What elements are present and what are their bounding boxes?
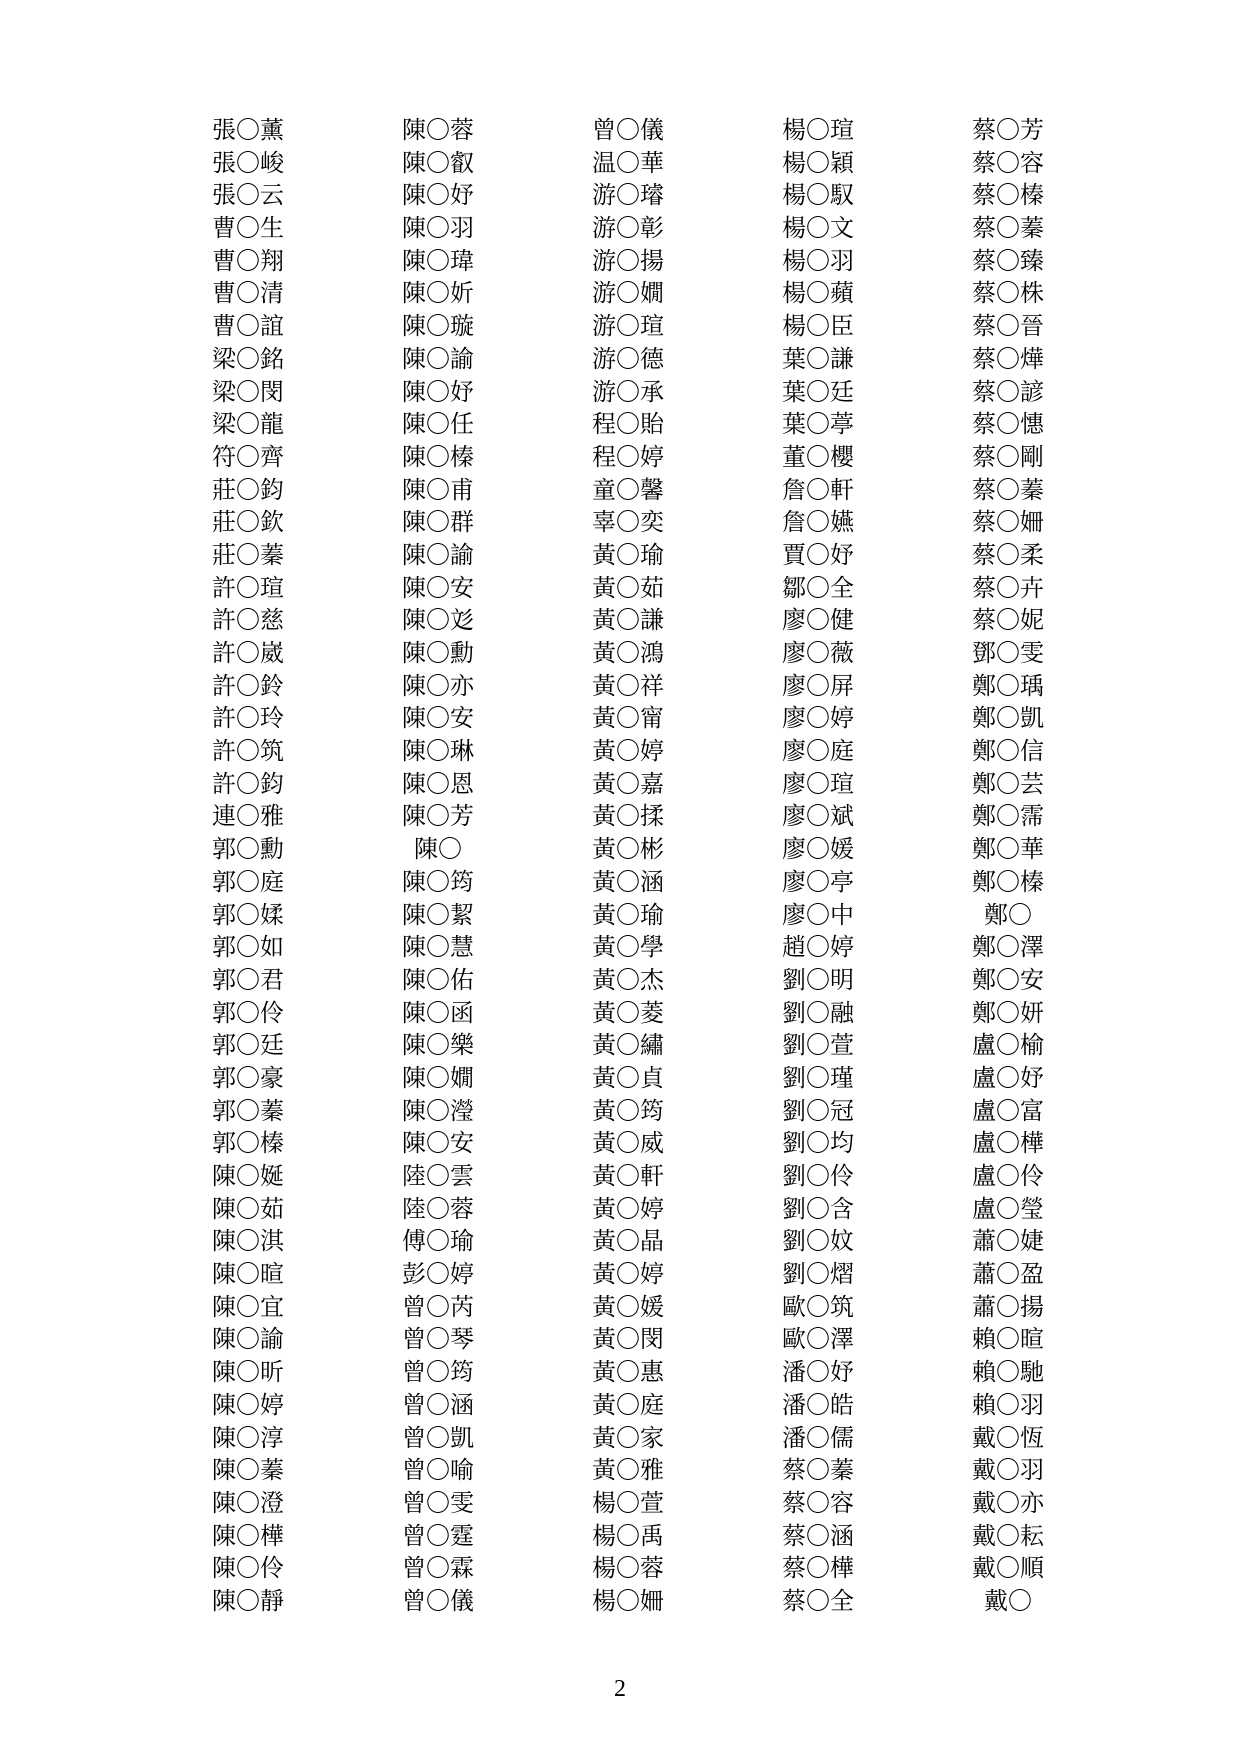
- name-entry: 陳〇伶: [212, 1554, 284, 1583]
- name-entry: 盧〇伶: [972, 1162, 1044, 1190]
- name-entry: 陳〇諭: [402, 540, 474, 569]
- name-entry: 黃〇惠: [592, 1358, 664, 1387]
- name-entry: 蔡〇諺: [972, 377, 1044, 406]
- name-entry: 歐〇澤: [782, 1325, 854, 1354]
- name-entry: 黃〇家: [592, 1423, 664, 1452]
- name-entry: 劉〇明: [782, 965, 854, 994]
- name-entry: 游〇彰: [592, 214, 664, 243]
- name-entry: 黃〇祥: [592, 671, 664, 700]
- name-entry: 蔡〇剛: [972, 442, 1044, 471]
- name-entry: 曾〇涵: [402, 1390, 474, 1419]
- name-entry: 游〇嫺: [592, 279, 664, 308]
- name-entry: 黃〇嘉: [592, 769, 664, 798]
- name-entry: 曾〇琴: [402, 1325, 474, 1354]
- name-entry: 陳〇淇: [212, 1227, 284, 1256]
- name-entry: 游〇揚: [592, 246, 664, 275]
- name-entry: 賴〇馳: [972, 1358, 1044, 1387]
- name-entry: 黃〇筠: [592, 1096, 664, 1125]
- name-entry: 蕭〇揚: [972, 1292, 1044, 1321]
- name-entry: 張〇薰: [212, 116, 284, 144]
- name-entry: 楊〇瑄: [782, 116, 854, 144]
- name-entry: 陳〇宜: [212, 1292, 284, 1321]
- name-entry: 蔡〇燁: [972, 344, 1044, 373]
- name-entry: 陳〇婷: [212, 1390, 284, 1419]
- name-entry: 黃〇揉: [592, 802, 664, 831]
- name-entry: 陳〇羽: [402, 214, 474, 243]
- name-entry: 盧〇富: [972, 1096, 1044, 1125]
- name-entry: 陳〇芳: [402, 802, 474, 831]
- name-entry: 陳〇昕: [212, 1358, 284, 1387]
- name-entry: 莊〇欽: [212, 508, 284, 537]
- name-entry: 鄧〇雯: [972, 639, 1044, 667]
- name-entry: 郭〇君: [212, 965, 284, 994]
- name-entry: 盧〇榆: [972, 1031, 1044, 1060]
- name-entry: 黃〇彬: [592, 835, 664, 864]
- name-entry: 曹〇翔: [212, 246, 284, 275]
- name-entry: 郭〇蓁: [212, 1096, 284, 1125]
- name-entry: 郭〇伶: [212, 998, 284, 1027]
- name-entry: 梁〇銘: [212, 344, 284, 373]
- name-entry: 黃〇媛: [592, 1292, 664, 1321]
- name-entry: 盧〇瑩: [972, 1194, 1044, 1223]
- name-entry: 蔡〇妮: [972, 606, 1044, 635]
- name-entry: 張〇云: [212, 181, 284, 210]
- name-entry: 陳〇茹: [212, 1194, 284, 1223]
- name-entry: 黃〇謙: [592, 606, 664, 635]
- name-entry: 劉〇伶: [782, 1162, 854, 1190]
- name-entry: 劉〇瑾: [782, 1063, 854, 1092]
- name-entry: 黃〇杰: [592, 965, 664, 994]
- name-entry: 廖〇瑄: [782, 769, 854, 798]
- name-entry: 楊〇臣: [782, 312, 854, 341]
- name-entry: 廖〇婷: [782, 704, 854, 733]
- name-entry: 莊〇鈞: [212, 475, 284, 504]
- name-entry: 陳〇: [414, 835, 462, 864]
- name-entry: 陳〇瀅: [402, 1096, 474, 1125]
- name-entry: 游〇承: [592, 377, 664, 406]
- name-entry: 楊〇禹: [592, 1521, 664, 1550]
- name-entry: 蔡〇蓁: [972, 214, 1044, 243]
- name-entry: 曹〇生: [212, 214, 284, 243]
- name-entry: 黃〇婷: [592, 1194, 664, 1223]
- name-entry: 楊〇萱: [592, 1488, 664, 1517]
- name-entry: 陳〇諭: [212, 1325, 284, 1354]
- name-entry: 黃〇閔: [592, 1325, 664, 1354]
- name-entry: 盧〇樺: [972, 1129, 1044, 1158]
- name-entry: 楊〇穎: [782, 148, 854, 177]
- name-entry: 曾〇喻: [402, 1456, 474, 1485]
- name-entry: 陸〇蓉: [402, 1194, 474, 1223]
- name-entry: 許〇筑: [212, 737, 284, 766]
- name-entry: 黃〇繡: [592, 1031, 664, 1060]
- name-entry: 陳〇彣: [402, 606, 474, 635]
- name-entry: 戴〇: [984, 1586, 1032, 1615]
- page-number: 2: [614, 1676, 626, 1702]
- name-entry: 蕭〇婕: [972, 1227, 1044, 1256]
- name-entry: 陳〇靜: [212, 1586, 284, 1615]
- name-entry: 陳〇函: [402, 998, 474, 1027]
- name-entry: 蔡〇蓁: [972, 475, 1044, 504]
- name-entry: 曾〇筠: [402, 1358, 474, 1387]
- name-entry: 鄭〇凱: [972, 704, 1044, 733]
- name-entry: 黃〇婷: [592, 737, 664, 766]
- name-entry: 黃〇茹: [592, 573, 664, 602]
- name-entry: 潘〇妤: [782, 1358, 854, 1387]
- name-entry: 符〇齊: [212, 442, 284, 471]
- name-entry: 許〇玲: [212, 704, 284, 733]
- name-entry: 郭〇庭: [212, 867, 284, 896]
- name-entry: 陳〇蓉: [402, 116, 474, 144]
- name-entry: 陳〇諭: [402, 344, 474, 373]
- name-entry: 劉〇融: [782, 998, 854, 1027]
- name-entry: 蔡〇容: [782, 1488, 854, 1517]
- name-entry: 鄭〇澤: [972, 933, 1044, 962]
- name-entry: 戴〇羽: [972, 1456, 1044, 1485]
- name-entry: 童〇馨: [592, 475, 664, 504]
- name-entry: 廖〇薇: [782, 639, 854, 667]
- name-entry: 曾〇儀: [402, 1586, 474, 1615]
- name-entry: 陳〇暄: [212, 1260, 284, 1289]
- name-entry: 曾〇霖: [402, 1554, 474, 1583]
- name-entry: 陳〇甫: [402, 475, 474, 504]
- name-entry: 陳〇嫺: [402, 1063, 474, 1092]
- name-entry: 陳〇榛: [402, 442, 474, 471]
- name-entry: 鄭〇華: [972, 835, 1044, 864]
- name-entry: 楊〇蘋: [782, 279, 854, 308]
- name-entry: 葉〇葶: [782, 410, 854, 439]
- name-entry: 蔡〇姍: [972, 508, 1044, 537]
- name-entry: 楊〇文: [782, 214, 854, 243]
- name-entry: 廖〇斌: [782, 802, 854, 831]
- name-entry: 戴〇亦: [972, 1488, 1044, 1517]
- name-entry: 陳〇娫: [212, 1162, 284, 1190]
- name-entry: 蔡〇樺: [782, 1554, 854, 1583]
- name-entry: 葉〇廷: [782, 377, 854, 406]
- name-entry: 黃〇瑜: [592, 540, 664, 569]
- name-entry: 陳〇琳: [402, 737, 474, 766]
- name-entry: 詹〇軒: [782, 475, 854, 504]
- name-entry: 鄒〇全: [782, 573, 854, 602]
- name-entry: 黃〇貞: [592, 1063, 664, 1092]
- name-entry: 黃〇庭: [592, 1390, 664, 1419]
- name-entry: 梁〇龍: [212, 410, 284, 439]
- name-entry: 曾〇凱: [402, 1423, 474, 1452]
- name-entry: 賴〇暄: [972, 1325, 1044, 1354]
- name-list-grid: [200, 114, 1150, 1618]
- name-entry: 游〇璿: [592, 181, 664, 210]
- name-entry: 鄭〇信: [972, 737, 1044, 766]
- name-entry: 陳〇安: [402, 704, 474, 733]
- name-entry: 陳〇亦: [402, 671, 474, 700]
- name-entry: 陳〇妤: [402, 181, 474, 210]
- name-entry: 黃〇瑜: [592, 900, 664, 929]
- name-entry: 蔡〇晉: [972, 312, 1044, 341]
- name-entry: 郭〇廷: [212, 1031, 284, 1060]
- name-entry: 曾〇霆: [402, 1521, 474, 1550]
- name-entry: 陳〇樺: [212, 1521, 284, 1550]
- name-entry: 許〇鈞: [212, 769, 284, 798]
- name-entry: 温〇華: [592, 148, 664, 177]
- name-entry: 游〇瑄: [592, 312, 664, 341]
- name-entry: 郭〇豪: [212, 1063, 284, 1092]
- name-entry: 詹〇嬿: [782, 508, 854, 537]
- name-entry: 陳〇安: [402, 573, 474, 602]
- name-entry: 楊〇姍: [592, 1586, 664, 1615]
- name-entry: 黃〇甯: [592, 704, 664, 733]
- name-entry: 陳〇群: [402, 508, 474, 537]
- name-entry: 蕭〇盈: [972, 1260, 1044, 1289]
- name-entry: 陳〇勳: [402, 639, 474, 667]
- name-entry: 游〇德: [592, 344, 664, 373]
- name-entry: 盧〇妤: [972, 1063, 1044, 1092]
- name-entry: 歐〇筑: [782, 1292, 854, 1321]
- name-entry: 陳〇佑: [402, 965, 474, 994]
- name-entry: 陳〇安: [402, 1129, 474, 1158]
- name-entry: 程〇婷: [592, 442, 664, 471]
- name-entry: 陳〇妡: [402, 279, 474, 308]
- name-entry: 蔡〇榛: [972, 181, 1044, 210]
- name-entry: 劉〇冠: [782, 1096, 854, 1125]
- name-entry: 廖〇亭: [782, 867, 854, 896]
- name-entry: 陳〇妤: [402, 377, 474, 406]
- name-entry: 鄭〇妍: [972, 998, 1044, 1027]
- name-entry: 劉〇含: [782, 1194, 854, 1223]
- name-entry: 陳〇恩: [402, 769, 474, 798]
- name-entry: 黃〇威: [592, 1129, 664, 1158]
- name-entry: 廖〇媛: [782, 835, 854, 864]
- name-entry: 陳〇璇: [402, 312, 474, 341]
- name-entry: 郭〇榛: [212, 1129, 284, 1158]
- name-entry: 劉〇萱: [782, 1031, 854, 1060]
- name-entry: 許〇瑄: [212, 573, 284, 602]
- name-entry: 黃〇婷: [592, 1260, 664, 1289]
- name-entry: 潘〇皓: [782, 1390, 854, 1419]
- name-entry: 曾〇儀: [592, 116, 664, 144]
- name-entry: 陳〇蓁: [212, 1456, 284, 1485]
- name-entry: 廖〇庭: [782, 737, 854, 766]
- name-entry: 董〇櫻: [782, 442, 854, 471]
- name-entry: 廖〇屏: [782, 671, 854, 700]
- name-entry: 黃〇鴻: [592, 639, 664, 667]
- name-entry: 蔡〇全: [782, 1586, 854, 1615]
- name-entry: 潘〇儒: [782, 1423, 854, 1452]
- name-entry: 劉〇妏: [782, 1227, 854, 1256]
- name-entry: 黃〇雅: [592, 1456, 664, 1485]
- name-entry: 鄭〇瑀: [972, 671, 1044, 700]
- name-entry: 楊〇蓉: [592, 1554, 664, 1583]
- name-entry: 戴〇耘: [972, 1521, 1044, 1550]
- name-entry: 張〇峻: [212, 148, 284, 177]
- name-entry: 趙〇婷: [782, 933, 854, 962]
- name-entry: 陳〇絜: [402, 900, 474, 929]
- name-entry: 廖〇健: [782, 606, 854, 635]
- name-entry: 陳〇瑋: [402, 246, 474, 275]
- name-entry: 黃〇晶: [592, 1227, 664, 1256]
- name-entry: 葉〇謙: [782, 344, 854, 373]
- name-entry: 賴〇羽: [972, 1390, 1044, 1419]
- name-entry: 陳〇慧: [402, 933, 474, 962]
- name-entry: 戴〇順: [972, 1554, 1044, 1583]
- name-entry: 楊〇羽: [782, 246, 854, 275]
- name-entry: 彭〇婷: [402, 1260, 474, 1289]
- name-entry: 郭〇勳: [212, 835, 284, 864]
- name-entry: 鄭〇霈: [972, 802, 1044, 831]
- name-entry: 程〇貽: [592, 410, 664, 439]
- name-entry: 黃〇菱: [592, 998, 664, 1027]
- name-entry: 郭〇媃: [212, 900, 284, 929]
- name-entry: 曾〇芮: [402, 1292, 474, 1321]
- name-entry: 陳〇樂: [402, 1031, 474, 1060]
- name-entry: 郭〇如: [212, 933, 284, 962]
- name-entry: 鄭〇: [984, 900, 1032, 929]
- name-entry: 戴〇恆: [972, 1423, 1044, 1452]
- name-entry: 曾〇雯: [402, 1488, 474, 1517]
- name-entry: 許〇鈴: [212, 671, 284, 700]
- name-entry: 傅〇瑜: [402, 1227, 474, 1256]
- name-entry: 楊〇馭: [782, 181, 854, 210]
- name-entry: 蔡〇蓁: [782, 1456, 854, 1485]
- name-entry: 曹〇清: [212, 279, 284, 308]
- name-entry: 劉〇均: [782, 1129, 854, 1158]
- name-entry: 蔡〇憓: [972, 410, 1044, 439]
- name-entry: 陳〇筠: [402, 867, 474, 896]
- name-entry: 蔡〇卉: [972, 573, 1044, 602]
- name-entry: 鄭〇榛: [972, 867, 1044, 896]
- name-entry: 許〇崴: [212, 639, 284, 667]
- name-entry: 鄭〇芸: [972, 769, 1044, 798]
- name-entry: 陳〇叡: [402, 148, 474, 177]
- name-entry: 黃〇學: [592, 933, 664, 962]
- name-entry: 黃〇軒: [592, 1162, 664, 1190]
- name-entry: 蔡〇容: [972, 148, 1044, 177]
- name-entry: 許〇慈: [212, 606, 284, 635]
- name-entry: 陸〇雲: [402, 1162, 474, 1190]
- name-entry: 蔡〇芳: [972, 116, 1044, 144]
- name-entry: 鄭〇安: [972, 965, 1044, 994]
- name-entry: 曹〇誼: [212, 312, 284, 341]
- name-entry: 賈〇妤: [782, 540, 854, 569]
- name-entry: 蔡〇臻: [972, 246, 1044, 275]
- name-entry: 蔡〇涵: [782, 1521, 854, 1550]
- name-entry: 連〇雅: [212, 802, 284, 831]
- name-entry: 蔡〇柔: [972, 540, 1044, 569]
- name-entry: 莊〇蓁: [212, 540, 284, 569]
- name-entry: 梁〇閔: [212, 377, 284, 406]
- name-entry: 陳〇澄: [212, 1488, 284, 1517]
- name-entry: 蔡〇株: [972, 279, 1044, 308]
- name-entry: 陳〇淳: [212, 1423, 284, 1452]
- name-entry: 辜〇奕: [592, 508, 664, 537]
- name-entry: 廖〇中: [782, 900, 854, 929]
- name-entry: 陳〇任: [402, 410, 474, 439]
- name-entry: 黃〇涵: [592, 867, 664, 896]
- name-entry: 劉〇熠: [782, 1260, 854, 1289]
